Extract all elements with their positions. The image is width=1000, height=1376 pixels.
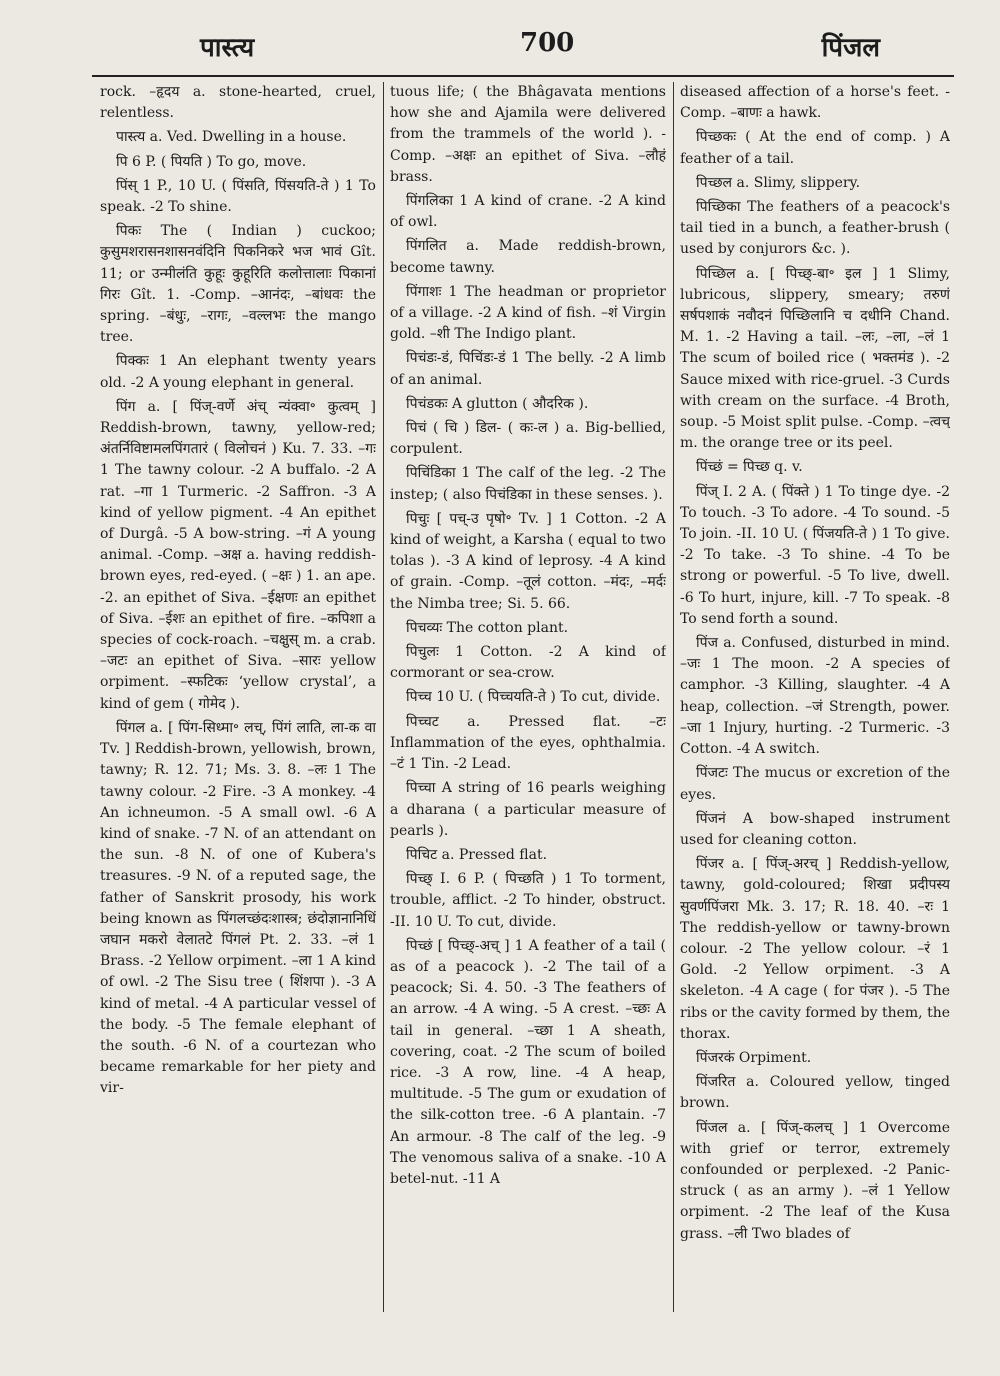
dictionary-entry: diseased affection of a horse's feet. -Comp. –बाणः a hawk. xyxy=(680,84,950,122)
dictionary-column-3 xyxy=(680,82,950,1312)
dictionary-entry: पिक्कः 1 An elephant twenty years old. -2 A young elephant in general. xyxy=(100,353,376,391)
header-left-word: पास्त्य xyxy=(200,33,255,63)
dictionary-entry: पिच्छ् I. 6 P. ( पिच्छति ) 1 To torment, trouble, afflict. -2 To hinder, obstruct. -II. 10 U. To cut, divide. xyxy=(390,871,666,930)
dictionary-entry: पिच्छिल a. [ पिच्छ्-बा॰ इल ] 1 Slimy, lubricous, slippery, smeary; तरुणं सर्षपशाकं नवौदनं पिच्छिलानि च दधीनि Chand. M. 1. -2 Having a tail. –लः, –ला, –लं 1 The scum of boiled rice ( भक्तमंड ). -2 Sauce mixed with rice-gruel. -3 Curds with cream on the surface. -4 Broth, soup. -5 Moist split pulse. -Comp. –त्वच् m. the orange tree or its peel. xyxy=(680,265,950,452)
dictionary-entry: पिंजरकं Orpiment. xyxy=(696,1049,812,1066)
dictionary-entry: पिंस् 1 P., 10 U. ( पिंसति, पिंसयति-ते ) 1 To speak. -2 To shine. xyxy=(100,177,376,216)
dictionary-entry: पिचव्यः The cotton plant. xyxy=(406,619,569,636)
dictionary-entry: पिच्छिका The feathers of a peacock's tail tied in a bunch, a feather-brush ( used by conjurors &c. ). xyxy=(680,199,950,258)
dictionary-entry: पिंज् I. 2 A. ( पिंक्ते ) 1 To tinge dye. -2 To touch. -3 To adore. -4 To sound. -5 To join. -II. 10 U. ( पिंजयति-ते ) 1 To give. -2 To take. -3 To shine. -4 To be strong or powerful. -5 To live, dwell. -6 To hurt, injure, kill. -7 To speak. -8 To send forth a sound. xyxy=(680,483,950,627)
dictionary-entry: पिच्चा A string of 16 pearls weighing a dharana ( a particular measure of pearls ). xyxy=(390,780,666,839)
dictionary-entry: पिचं ( चि ) डिल- ( कः-ल ) a. Big-bellied, corpulent. xyxy=(390,420,666,458)
dictionary-column-1 xyxy=(100,82,376,1312)
dictionary-entry: पिचंडकः A glutton ( औदरिक ). xyxy=(406,395,589,412)
dictionary-entry: पिचिट a. Pressed flat. xyxy=(406,846,548,863)
dictionary-entry: पिचिंडिका 1 The calf of the leg. -2 The instep; ( also पिचंडिका in these senses. ). xyxy=(390,465,666,503)
dictionary-entry: पिंज a. Confused, disturbed in mind. –जः 1 The moon. -2 A species of camphor. -3 Killing, slaughter. -4 A heap, collection. –जं Strength, power. –जा 1 Injury, hurting. -2 Turmeric. -3 Cotton. -4 A switch. xyxy=(680,635,950,758)
dictionary-entry: पिच्छकः ( At the end of comp. ) A feather of a tail. xyxy=(680,129,950,167)
dictionary-entry: rock. –हृदय a. stone-hearted, cruel, relentless. xyxy=(100,84,376,122)
dictionary-entry: पिंजल a. [ पिंज्-कलच् ] 1 Overcome with grief or terror, extremely confounded or perplexed. -2 Panic-struck ( as an army ). –लं 1 Yellow orpiment. -2 The leaf of the Kusa grass. –ली Two blades of xyxy=(680,1119,950,1242)
dictionary-entry: पिच्छं [ पिच्छ्-अच् ] 1 A feather of a tail ( as of a peacock ). -2 The tail of a peacock; Si. 4. 50. -3 The feathers of an arrow. -4 A wing. -5 A crest. –च्छः A tail in general. –च्छा 1 A sheath, covering, coat. -2 The scum of boiled rice. -3 A row, line. -4 A heap, multitude. -5 The gum or exudation of the silk-cotton tree. -6 A plantain. -7 An armour. -8 The calf of the leg. -9 The venomous saliva of a snake. -10 A betel-nut. -11 A xyxy=(390,937,666,1187)
dictionary-entry: पास्त्य a. Ved. Dwelling in a house. xyxy=(116,129,347,146)
dictionary-entry: पिच्छल a. Slimy, slippery. xyxy=(696,174,861,191)
dictionary-entry: tuous life; ( the Bhâgavata mentions how she and Ajamila were delivered from the trammels of the world ). -Comp. –अक्षः an epithet of Siva. –लौहं brass. xyxy=(390,84,666,185)
dictionary-entry: पिंजर a. [ पिंज्-अरच् ] Reddish-yellow, tawny, gold-coloured; शिखा प्रदीपस्य सुवर्णपिंजरा Mk. 3. 17; R. 18. 40. –रः 1 The reddish-yellow or tawny-brown colour. -2 The yellow colour. –रं 1 Gold. -2 Yellow orpiment. -3 A skeleton. -4 A cage ( for पंजर ). -5 The ribs or the cavity formed by them, the thorax. xyxy=(680,856,950,1042)
dictionary-entry: पिचुः [ पच्-उ पृषो॰ Tv. ] 1 Cotton. -2 A kind of weight, a Karsha ( equal to two tolas ). -3 A kind of leprosy. -4 A kind of grain. -Comp. –तूलं cotton. –मंदः, –मर्दः the Nimba tree; Si. 5. 66. xyxy=(390,510,666,612)
header-right-word: पिंजल xyxy=(821,33,880,63)
dictionary-entry: पिच्च 10 U. ( पिच्चयति-ते ) To cut, divide. xyxy=(406,689,661,706)
dictionary-entry: पिंजटः The mucus or excretion of the eyes. xyxy=(680,765,950,803)
page-header xyxy=(90,28,960,72)
dictionary-entry: पिंगाशः 1 The headman or proprietor of a village. -2 A kind of fish. –शं Virgin gold. –शी The Indigo plant. xyxy=(390,283,666,343)
dictionary-entry: पि 6 P. ( पियति ) To go, move. xyxy=(116,153,307,170)
dictionary-entry: पिंग a. [ पिंज्-वर्णे अंच् न्यंक्वा॰ कुत्वम् ] Reddish-brown, tawny, yellow-red; अंतर्निविष्टामलपिंगतारं ( विलोचनं ) Ku. 7. 33. –गः 1 The tawny colour. -2 A buffalo. -2 A rat. –गा 1 Turmeric. -2 Saffron. -3 A kind of yellow pigment. -4 An epithet of Durgâ. -5 A bow-string. –गं A young animal. -Comp. –अक्ष a. having reddish-brown eyes, red-eyed. ( –क्षः ) 1. an ape. -2. an epithet of Siva. –ईक्षणः an epithet of Siva. –ईशः an epithet of fire. –कपिशा a species of cock-roach. –चक्षुस् m. a crab. –जटः an epithet of Siva. –सारः yellow orpiment. –स्फटिकः ‘yellow crystal’, a kind of gem ( गोमेद ). xyxy=(100,398,376,712)
dictionary-entry: पिच्चट a. Pressed flat. –टः Inflammation of the eyes, ophthalmia. –टं 1 Tin. -2 Lead. xyxy=(390,713,666,773)
dictionary-entry: पिकः The ( Indian ) cuckoo; कुसुमशरासनशासनवंदिनि पिकनिकरे भज भावं Gît. 11; or उन्मीलंति कुहूः कुहूरिति कलोत्तालाः पिकानां गिरः Gît. 1. -Comp. –आनंदः, –बांधवः the spring. –बंधुः, –रागः, –वल्लभः the mango tree. xyxy=(100,223,376,346)
dictionary-entry: पिंच्छं = पिच्छ q. v. xyxy=(696,459,803,476)
dictionary-entry: पिंजनं A bow-shaped instrument used for cleaning cotton. xyxy=(680,810,950,848)
dictionary-entry: पिचंडः-डं, पिचिंडः-डं 1 The belly. -2 A limb of an animal. xyxy=(390,350,666,388)
dictionary-entry: पिंगलित a. Made reddish-brown, become tawny. xyxy=(390,238,666,276)
header-rule xyxy=(92,75,954,77)
column-divider xyxy=(673,82,674,1312)
column-divider xyxy=(383,82,384,1312)
dictionary-column-2 xyxy=(390,82,666,1312)
page-number: 700 xyxy=(520,28,575,58)
dictionary-entry: पिंगल a. [ पिंग-सिध्मा॰ लच्, पिंगं लाति, ला-क वा Tv. ] Reddish-brown, yellowish, brown, tawny; R. 12. 71; Ms. 3. 8. –लः 1 The tawny colour. -2 Fire. -3 A monkey. -4 An ichneumon. -5 A small owl. -6 A kind of snake. -7 N. of an attendant on the sun. -8 N. of one of Kubera's treasures. -9 N. of a reputed sage, the father of Sanskrit prosody, his work being known as पिंगलच्छंदःशास्त्र; छंदोज्ञानानिधिं जघान मकरो वेलातटे पिंगलं Pt. 2. 33. –लं 1 Brass. -2 Yellow orpiment. –ला 1 A kind of owl. -2 The Sisu tree ( शिंशपा ). -3 A kind of metal. -4 A particular vessel of the body. -5 The female elephant of the south. -6 N. of a courtezan who became remarkable for her piety and vir- xyxy=(100,719,376,1097)
dictionary-entry: पिंजरित a. Coloured yellow, tinged brown. xyxy=(680,1074,950,1112)
dictionary-entry: पिंगलिका 1 A kind of crane. -2 A kind of owl. xyxy=(390,193,666,231)
dictionary-entry: पिचुलः 1 Cotton. -2 A kind of cormorant or sea-crow. xyxy=(390,644,666,682)
